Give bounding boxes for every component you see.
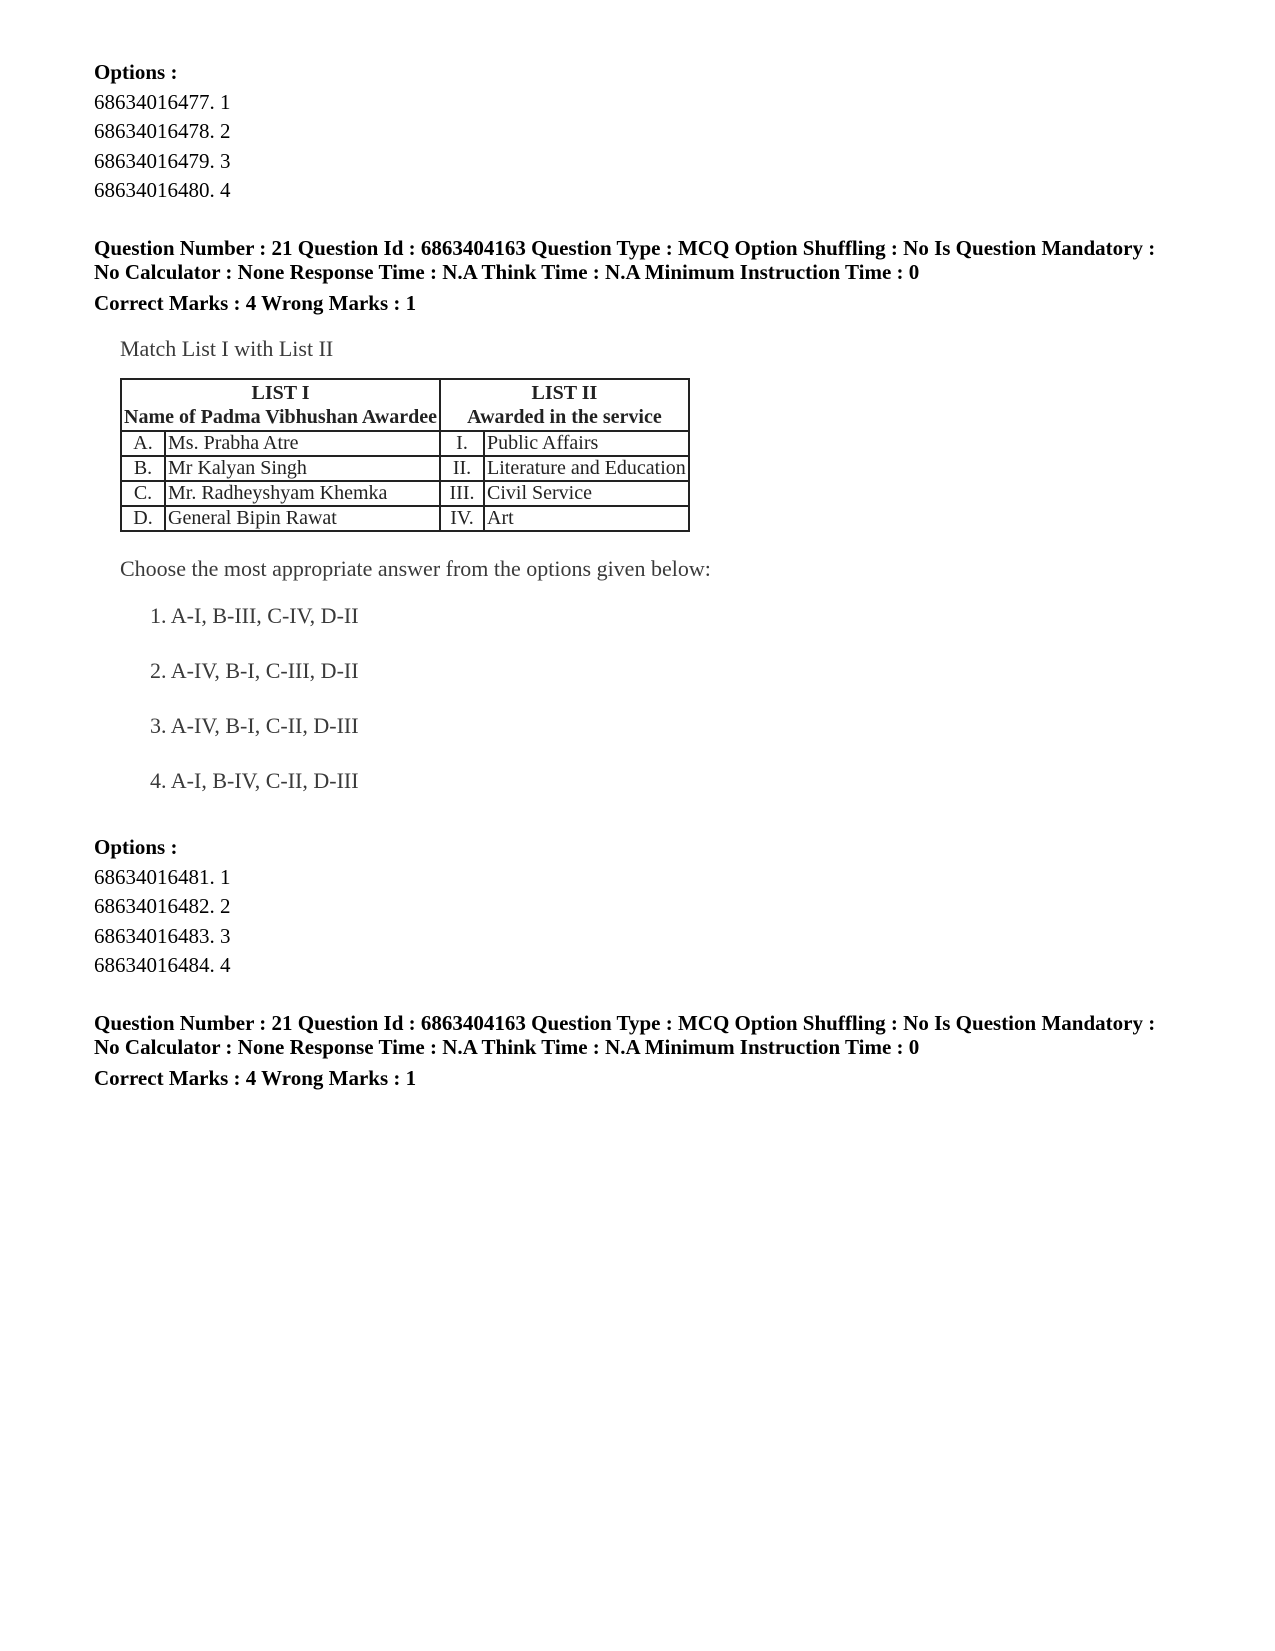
next-question-header	[94, 1011, 1204, 1094]
question-stem: Match List I with List II	[120, 336, 334, 361]
question-header	[94, 236, 1204, 319]
bottom-options-block	[94, 833, 1204, 981]
table-row: D. General Bipin Rawat IV. Art	[121, 506, 689, 531]
table-header-row	[121, 379, 689, 431]
table-row: A. Ms. Prabha Atre I. Public Affairs	[121, 431, 689, 456]
question-meta-line-1: Question Number : 21 Question Id : 6863404163 Question Type : MCQ Option Shuffling : No Is Question Mandatory :	[94, 235, 1156, 260]
choice-item: 3. A-IV, B-I, C-II, D-III	[150, 713, 359, 738]
choose-instruction: Choose the most appropriate answer from the options given below:	[120, 555, 711, 581]
list2-header: LIST II Awarded in the service	[440, 379, 689, 431]
option-item: 68634016480. 4	[94, 178, 231, 202]
question-meta-line-2: No Calculator : None Response Time : N.A Think Time : N.A Minimum Instruction Time : 0	[94, 1034, 920, 1059]
option-item: 68634016484. 4	[94, 953, 231, 977]
list1-header: LIST I Name of Padma Vibhushan Awardee	[121, 379, 440, 431]
options-list	[94, 88, 1204, 206]
choice-item: 2. A-IV, B-I, C-III, D-II	[150, 658, 359, 683]
table-row: B. Mr Kalyan Singh II. Literature and Education	[121, 456, 689, 481]
question-marks: Correct Marks : 4 Wrong Marks : 1	[94, 1065, 417, 1090]
document-page	[94, 58, 1204, 1093]
question-marks: Correct Marks : 4 Wrong Marks : 1	[94, 290, 417, 315]
question-meta-line-2: No Calculator : None Response Time : N.A Think Time : N.A Minimum Instruction Time : 0	[94, 259, 920, 284]
options-label: Options :	[94, 60, 178, 84]
top-options-block	[94, 58, 1204, 206]
option-item: 68634016483. 3	[94, 923, 231, 948]
options-label: Options :	[94, 835, 178, 859]
choice-item: 4. A-I, B-IV, C-II, D-III	[150, 768, 359, 793]
question-meta-line-1: Question Number : 21 Question Id : 6863404163 Question Type : MCQ Option Shuffling : No Is Question Mandatory :	[94, 1010, 1156, 1035]
match-table	[120, 378, 690, 532]
table-row: C. Mr. Radheyshyam Khemka III. Civil Service	[121, 481, 689, 506]
choice-item: 1. A-I, B-III, C-IV, D-II	[150, 603, 359, 628]
question-content	[120, 334, 1204, 821]
choice-list	[150, 601, 1204, 821]
options-list	[94, 863, 1204, 981]
option-item: 68634016478. 2	[94, 119, 231, 143]
option-item: 68634016479. 3	[94, 148, 231, 173]
option-item: 68634016482. 2	[94, 894, 231, 918]
option-item: 68634016481. 1	[94, 864, 231, 889]
option-item: 68634016477. 1	[94, 89, 231, 114]
